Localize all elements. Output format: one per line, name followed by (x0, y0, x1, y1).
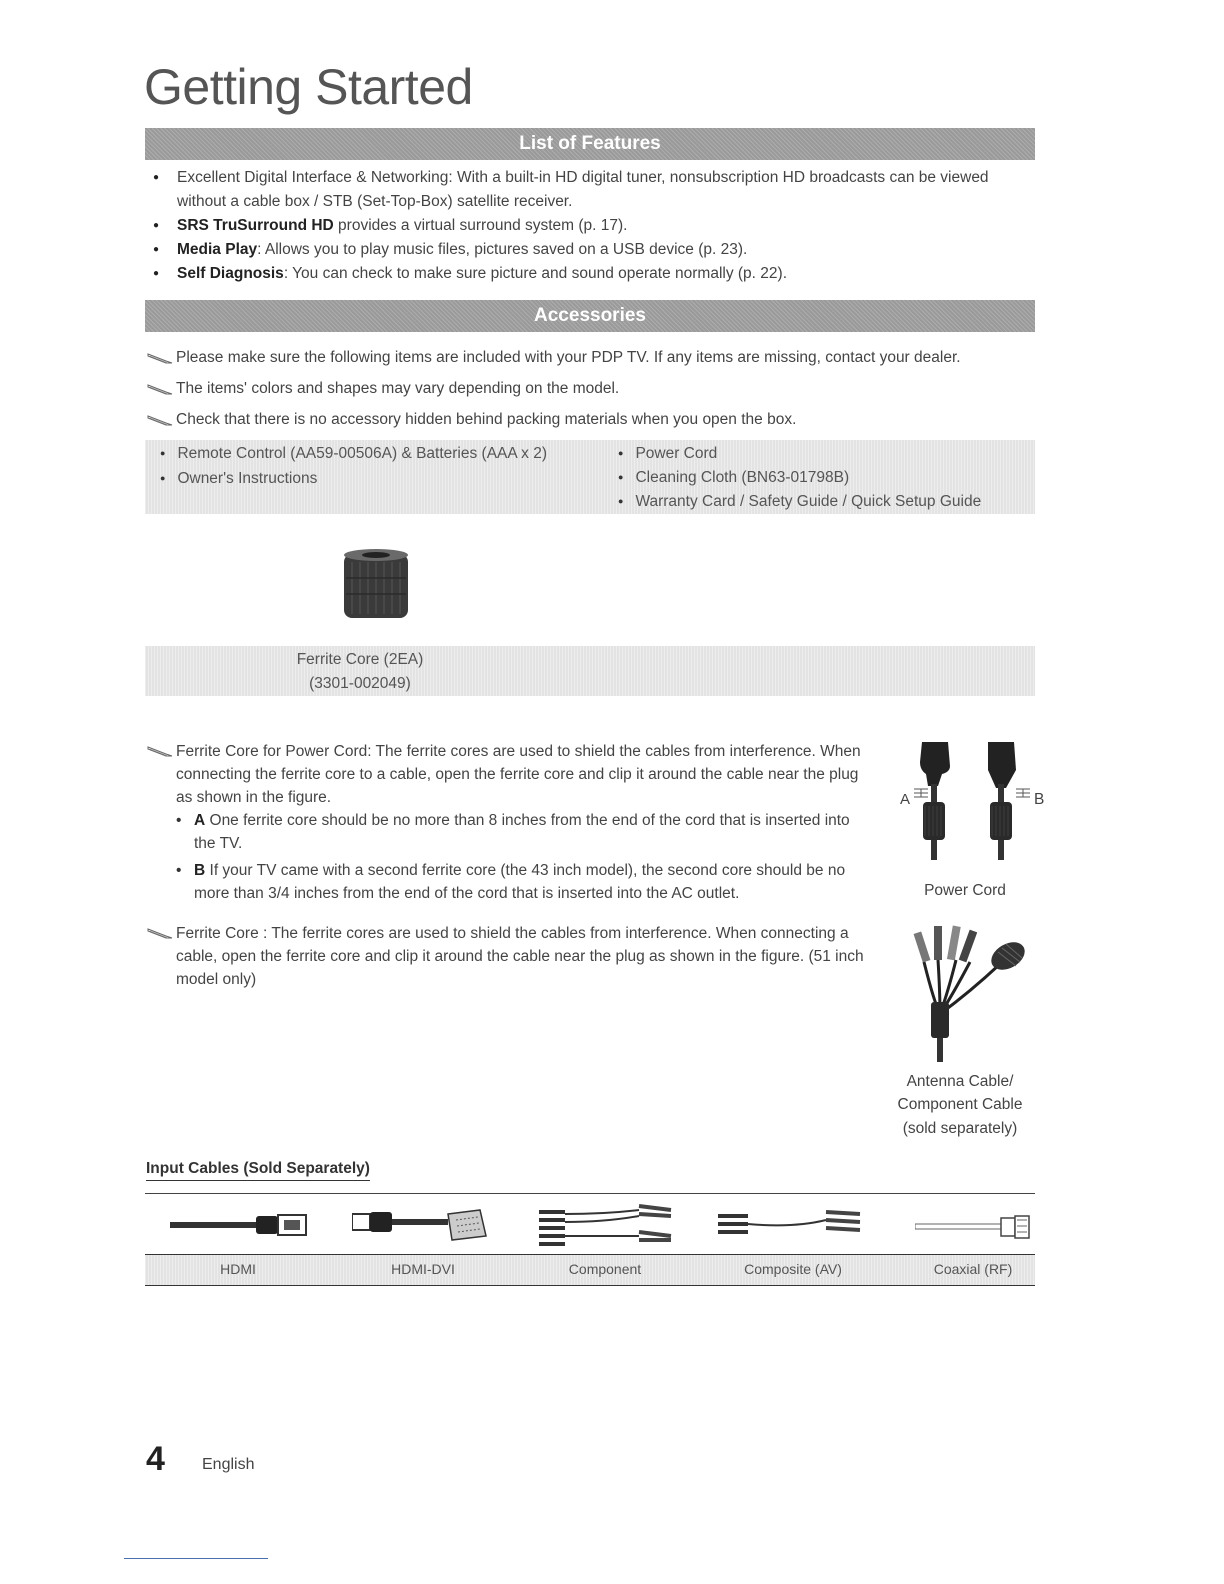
features-banner (145, 128, 1035, 160)
ferrite-core-label-box (145, 646, 1035, 696)
input-cables-label-bar (145, 1254, 1035, 1286)
feature-item: ● Excellent Digital Interface & Networking: With a built-in HD digital tuner, nonsubscription HD broadcasts can be viewed without a cable box / STB (Set-Top-Box) satellite receiver. (150, 166, 1040, 214)
power-cord-image (898, 740, 1048, 868)
ferrite-cable-note: Ferrite Core : The ferrite cores are used to shield the cables from interference. When connecting a cable, open the ferrite core and clip it around the cable near the plug as shown in the figure. (51 inch model only) (146, 922, 866, 991)
accessory-item: ● Warranty Card / Safety Guide / Quick Setup Guide (618, 489, 981, 514)
ferrite-core-image (342, 548, 410, 622)
cable-label: Coaxial (RF) (933, 1261, 1013, 1277)
feature-item: ● SRS TruSurround HD provides a virtual surround system (p. 17). (150, 214, 1040, 238)
accessories-heading: Accessories (534, 305, 646, 326)
hdmi-dvi-cable-image (352, 1206, 492, 1246)
composite-cable-image (714, 1204, 864, 1244)
cable-label: HDMI (220, 1261, 256, 1277)
page-language: English (202, 1456, 255, 1473)
note-pencil-icon (146, 413, 174, 427)
accessories-list-box (145, 440, 1035, 514)
page-title: Getting Started (144, 59, 473, 115)
ferrite-note-a: • A One ferrite core should be no more than 8 inches from the end of the cord that is inserted into the TV. (194, 809, 864, 855)
note-pencil-icon (146, 382, 174, 396)
note-pencil-icon (146, 351, 174, 365)
accessory-item: ● Remote Control (AA59-00506A) & Batteries (AAA x 2) (160, 441, 547, 466)
accessory-item: ● Power Cord (618, 441, 717, 466)
accessories-note: The items' colors and shapes may vary depending on the model. (146, 377, 619, 400)
input-cables-heading: Input Cables (Sold Separately) (146, 1160, 370, 1181)
accessories-note: Check that there is no accessory hidden behind packing materials when you open the box. (146, 408, 796, 431)
ferrite-core-name: Ferrite Core (2EA) (296, 651, 424, 668)
accessory-item: ● Owner's Instructions (160, 466, 317, 491)
accessories-banner (145, 300, 1035, 332)
power-cord-marker-a: A (900, 791, 911, 808)
note-pencil-icon (146, 744, 174, 758)
note-pencil-icon (146, 926, 174, 940)
accessories-note: Please make sure the following items are included with your PDP TV. If any items are missing, contact your dealer. (146, 346, 961, 369)
cable-label: Component (568, 1261, 642, 1277)
section-divider (145, 1193, 1035, 1194)
antenna-cable-caption-line-2: Component Cable (897, 1096, 1023, 1113)
antenna-cable-caption-line-1: Antenna Cable/ (906, 1073, 1014, 1090)
ferrite-core-code: (3301-002049) (309, 675, 411, 692)
feature-item: ● Self Diagnosis: You can check to make sure picture and sound operate normally (p. 22). (150, 262, 1040, 286)
antenna-cable-caption-line-3: (sold separately) (902, 1120, 1018, 1137)
footer-divider (124, 1558, 268, 1559)
power-cord-caption: Power Cord (924, 882, 1006, 899)
accessory-item: ● Cleaning Cloth (BN63-01798B) (618, 465, 849, 490)
power-cord-marker-b: B (1034, 791, 1045, 808)
cable-label: HDMI-DVI (391, 1261, 455, 1277)
feature-item: ● Media Play: Allows you to play music files, pictures saved on a USB device (p. 23). (150, 238, 1040, 262)
features-list (150, 166, 1040, 286)
features-heading: List of Features (519, 133, 661, 154)
cable-label: Composite (AV) (744, 1261, 842, 1277)
component-cable-image (535, 1200, 675, 1250)
coaxial-cable-image (915, 1212, 1035, 1242)
antenna-component-cable-image (900, 922, 1030, 1062)
hdmi-cable-image (170, 1210, 310, 1240)
page-number: 4 (146, 1440, 165, 1478)
ferrite-note-b: • B If your TV came with a second ferrite core (the 43 inch model), the second core should be no more than 3/4 inches from the end of the cord that is inserted into the AC outlet. (194, 859, 864, 905)
ferrite-power-note: Ferrite Core for Power Cord: The ferrite cores are used to shield the cables from interference. When connecting the ferrite core to a cable, open the ferrite core and clip it around the cable near the plug as shown in the figure. (146, 740, 866, 809)
